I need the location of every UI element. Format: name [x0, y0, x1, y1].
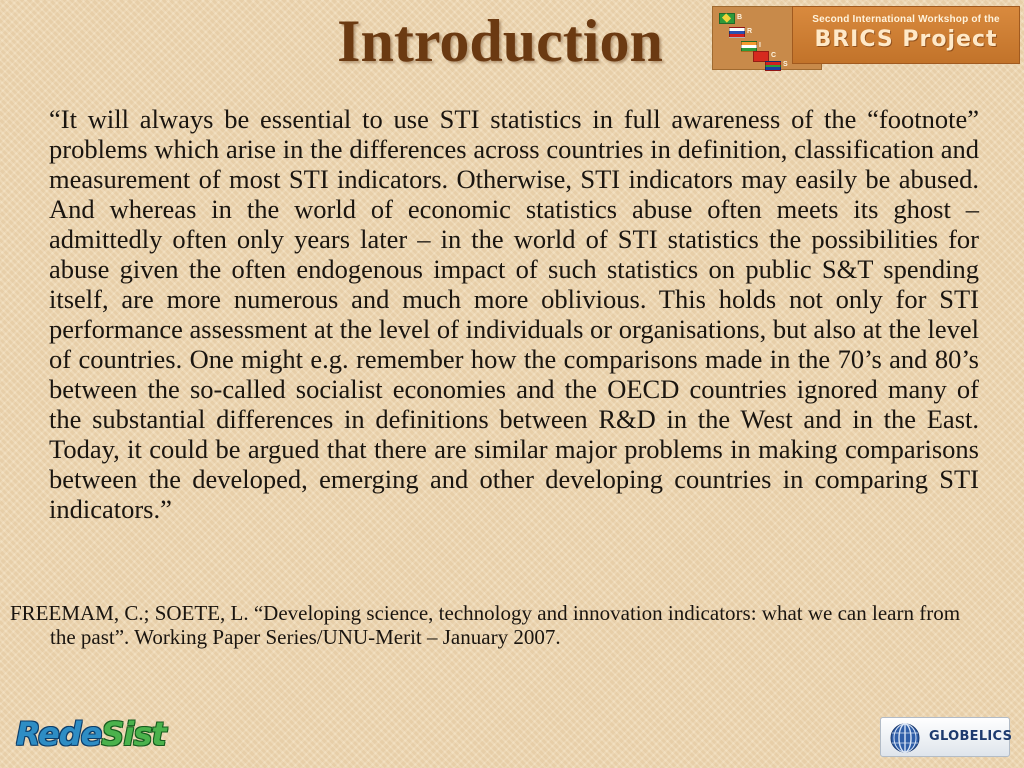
quote-body: “It will always be essential to use STI statistics in full awareness of the “footnote” problems which arise in the differences across countries in definition, classification and measurement of most STI indicators. Otherwise, STI indicators may easily be abused. And whereas in the world of economic statistics abuse often meets its ghost – admittedly often only years later – in the world of STI statistics the possibilities for abuse given the often endogenous impact of such statistics on public S&T spending itself, are more numerous and much more oblivious. This holds not only for STI performance assessment at the level of individuals or organisations, but also at the level of countries. One might e.g. remember how the comparisons made in the 70’s and 80’s between the so-called socialist economies and the OECD countries ignored many of the substantial differences in definitions between R&D in the West and in the East. Today, it could be argued that there are similar major problems in making comparisons between the developed, emerging and other developing countries in comparing STI indicators.”	[49, 104, 979, 524]
flag-letter-b: B	[737, 14, 743, 21]
globe-icon	[889, 722, 921, 754]
slide-title: Introduction	[337, 8, 663, 74]
citation: FREEMAM, C.; SOETE, L. “Developing science, technology and innovation indicators: what we can learn from the past”. Working Paper Series/UNU-Merit – January 2007.	[10, 601, 961, 649]
flag-letter-s: S	[783, 61, 788, 68]
redesist-logo	[16, 715, 166, 753]
brics-project-logo	[712, 6, 1020, 70]
brics-main-title: BRICS Project	[814, 27, 998, 52]
brics-subtitle: Second International Workshop of the	[812, 14, 1000, 25]
south-africa-flag-icon	[765, 61, 781, 71]
flag-letter-i: I	[759, 42, 761, 49]
brazil-flag-icon	[719, 13, 735, 24]
flag-letter-c: C	[771, 52, 777, 59]
russia-flag-icon	[729, 27, 745, 38]
brics-banner	[792, 6, 1020, 64]
redesist-logo-part-rede: Rede	[16, 715, 102, 753]
globelics-logo	[880, 717, 1013, 757]
redesist-logo-part-sist: Sist	[101, 715, 166, 753]
globelics-logo-text: GLOBELICS	[929, 729, 1013, 744]
flag-letter-r: R	[747, 28, 753, 35]
